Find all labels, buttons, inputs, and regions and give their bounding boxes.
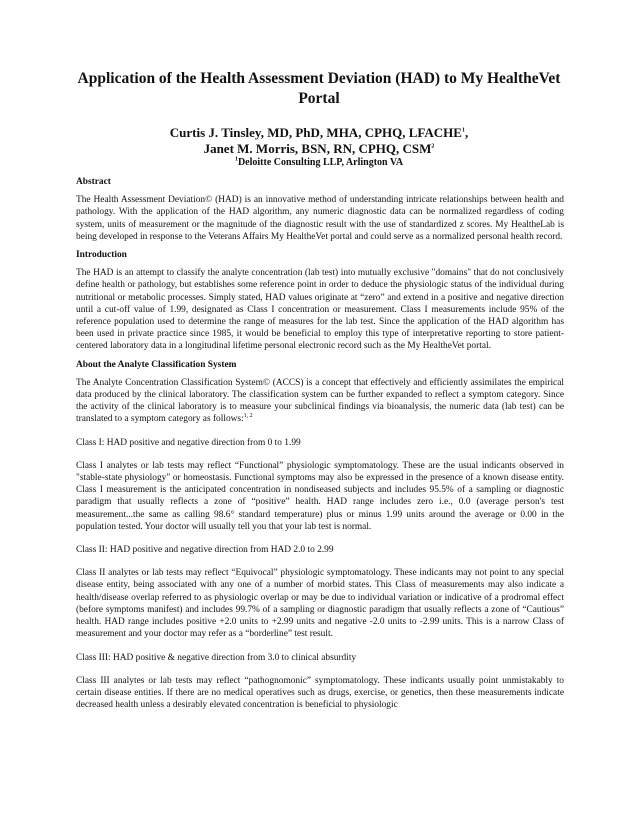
author-2: Janet M. Morris, BSN, RN, CPHQ, CSM [203, 141, 432, 156]
paper-body [76, 176, 564, 711]
author-1: Curtis J. Tinsley, MD, PhD, MHA, CPHQ, LFACHE [169, 125, 462, 140]
author-block [70, 125, 568, 157]
class-2-heading: Class II: HAD positive and negative direction from HAD 2.0 to 2.99 [76, 545, 334, 556]
author-2-affiliation-mark: 2 [431, 143, 435, 150]
class-3-heading: Class III: HAD positive & negative direction from 3.0 to clinical absurdity [76, 652, 357, 663]
class-2-text: Class II analytes or lab tests may reflect “Equivocal” physiologic symptomatology. These indicants may not point to any special disease entity, being associated with any one of a number of morbid states. This Class of measurements may also indicate a health/disease overlap referred to as physiologic overlap or may be due to individual variation or indicative of a prodromal effect (before symptoms manifest) and includes 99.7% of a sampling or diagnostic paradigm that usually reflects a zone of “Cautious” health. HAD range includes positive +2.0 units to +2.99 units and negative -2.0 units to -2.99 units. This is a narrow Class of measurement and your doctor may refer as a “borderline” test result. [76, 568, 564, 640]
accs-heading: About the Analyte Classification System [76, 359, 237, 370]
introduction-heading: Introduction [76, 250, 127, 261]
abstract-heading: Abstract [76, 177, 111, 187]
accs-text [76, 377, 564, 426]
accs-text-body: The Analyte Concentration Classification System© (ACCS) is a concept that effectively and efficiently assimilates the empirical data produced by the clinical laboratory. The classification system can be further expanded to reflect a symptom category. Since the activity of the clinical laboratory is to measure your subclinical findings via bioanalysis, the numeric data (lab test) can be translated to a symptom category as follows: [76, 377, 564, 425]
author-line-1 [70, 125, 568, 141]
affiliation-mark: 1 [234, 156, 238, 163]
accs-references: 1, 2 [243, 413, 253, 420]
author-1-separator: , [464, 125, 469, 140]
author-line-2 [70, 141, 568, 157]
class-1-text: Class I analytes or lab tests may reflect “Functional” physiologic symptomatology. These are the usual indicants observed in "stable-state physiology" or homeostasis. Functional symptoms may also be expressed in the presence of a known disease entity. Class I measurement is the anticipated concentration in nondiseased subjects and includes 95.5% of a sampling or diagnostic paradigm that usually reflects a zone of “positive” health. HAD range includes zero i.e., 0.0 (average person's test measurement...the same as calling 98.6° standard temperature) plus or minus 1.99 units around the average or 0.00 in the population tested. Your doctor will usually tell you that your lab test is normal. [76, 460, 564, 532]
paper-title: Application of the Health Assessment Deviation (HAD) to My HealtheVet Portal [77, 70, 561, 107]
abstract-text: The Health Assessment Deviation© (HAD) is an innovative method of understanding intricate relationships between health and pathology. With the application of the HAD algorithm, any numeric diagnostic data can be normalized regardless of coding system, units of measurement or the magnitude of the diagnostic result with the use of standardized z scores. My HealtheLab is being developed in response to the Veterans Affairs My HealtheVet portal and could serve as a normalized personal health record. [76, 195, 564, 242]
class-1-heading: Class I: HAD positive and negative direction from 0 to 1.99 [76, 437, 301, 448]
introduction-text: The HAD is an attempt to classify the analyte concentration (lab test) into mutually exclusive "domains" that do not conclusively define health or pathology, but establishes some reference point in order to deduce the physiologic status of the individual during nutritional or metabolic processes. Simply stated, HAD values originate at “zero” and extend in a positive and negative direction until a cut-off value of 1.99, designated as Class I concentration or measurement. Class I measurements include 95% of the reference population used to determine the range of measures for the lab test. Since the application of the HAD algorithm has been used in private practice since 1985, it would be beneficial to employ this type of interpretative reporting to store patient-centered laboratory data in a longitudinal lifetime personal electronic record such as the My HealtheVet portal. [76, 268, 564, 352]
class-3-text: Class III analytes or lab tests may reflect “pathognomonic” symptomatology. These indicants usually point unmistakably to certain disease entities. If there are no medical operatives such as drugs, exercise, or genetics, then these measurements indicate decreased health unless a desirably elevated concentration is beneficial to physiologic [76, 675, 564, 711]
author-1-affiliation-mark: 1 [461, 127, 465, 134]
affiliation-text: Deloitte Consulting LLP, Arlington VA [237, 157, 404, 168]
affiliation [70, 157, 568, 169]
